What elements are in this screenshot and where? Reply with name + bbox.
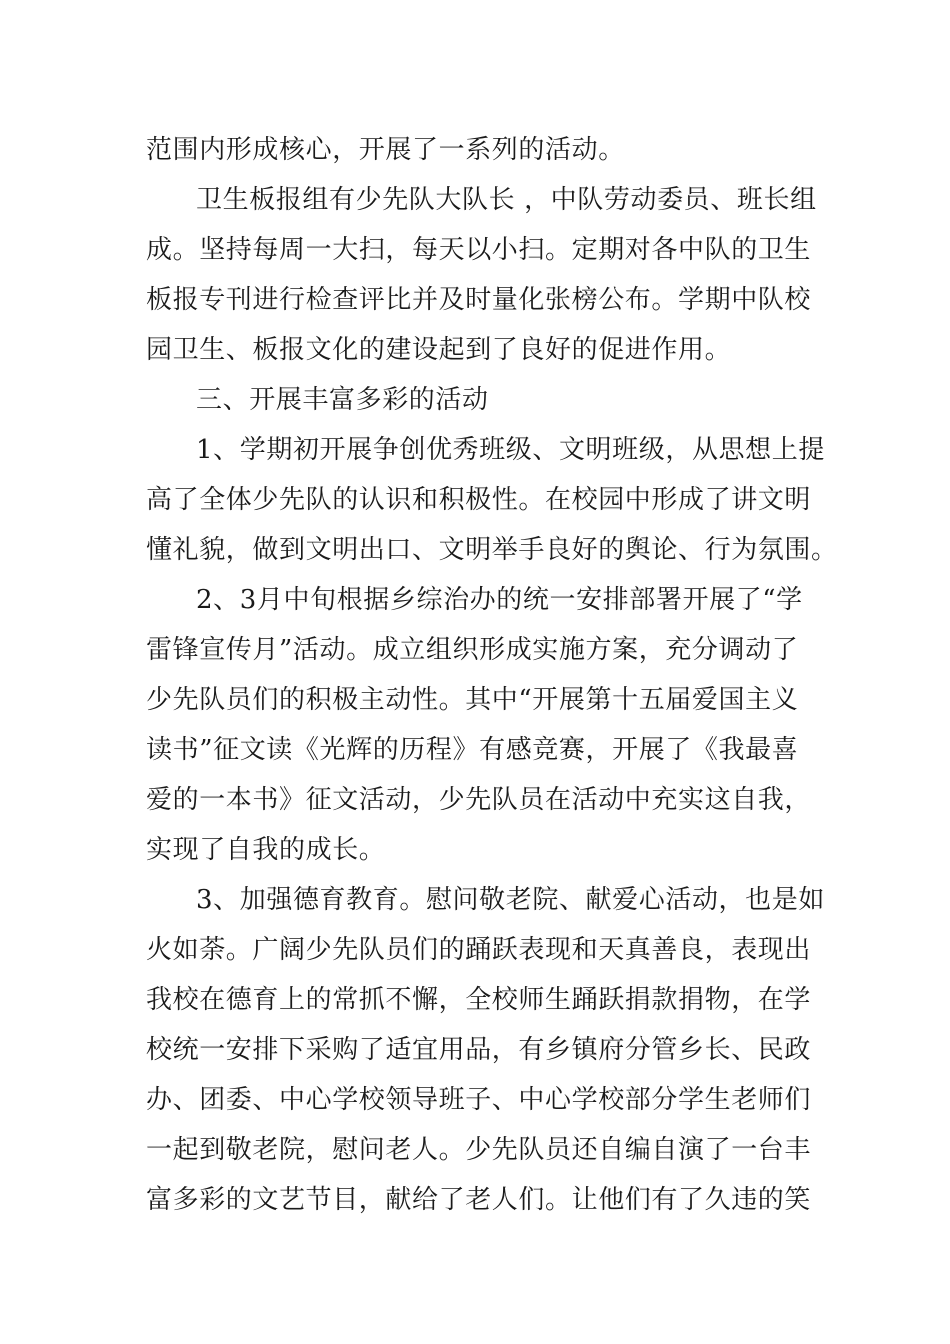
text-line-17: 火如荼。广阔少先队员们的踊跃表现和天真善良，表现出 (146, 935, 812, 965)
text-line-4: 板报专刊进行检查评比并及时量化张榜公布。学期中队校 (146, 285, 812, 315)
text-line-2: 卫生板报组有少先队大队长 ，中队劳动委员、班长组 (196, 185, 817, 215)
text-line-3: 成。坚持每周一大扫，每天以小扫。定期对各中队的卫生 (146, 235, 812, 265)
text-line-9: 懂礼貌，做到文明出口、文明举手良好的舆论、行为氛围。 (146, 535, 838, 565)
section-heading: 三、开展丰富多彩的活动 (196, 385, 489, 415)
text-line-8: 高了全体少先队的认识和积极性。在校园中形成了讲文明 (146, 485, 812, 515)
text-line-12: 少先队员们的积极主动性。其中“开展第十五届爱国主义 (146, 685, 799, 715)
text-line-5: 园卫生、板报文化的建设起到了良好的促进作用。 (146, 335, 732, 365)
text-line-10: 2、3月中旬根据乡综治办的统一安排部署开展了“学 (196, 585, 803, 615)
text-line-7: 1、学期初开展争创优秀班级、文明班级，从思想上提 (196, 435, 825, 465)
text-line-14: 爱的一本书》征文活动，少先队员在活动中充实这自我， (146, 785, 812, 815)
text-line-21: 一起到敬老院，慰问老人。少先队员还自编自演了一台丰 (146, 1135, 812, 1165)
text-line-11: 雷锋宣传月”活动。成立组织形成实施方案，充分调动了 (146, 635, 799, 665)
text-line-15: 实现了自我的成长。 (146, 835, 386, 865)
text-line-1: 范围内形成核心，开展了一系列的活动。 (146, 135, 625, 165)
text-line-16: 3、加强德育教育。慰问敬老院、献爱心活动，也是如 (196, 885, 825, 915)
text-line-13: 读书”征文读《光辉的历程》有感竞赛，开展了《我最喜 (146, 735, 799, 765)
text-line-22: 富多彩的文艺节目，献给了老人们。让他们有了久违的笑 (146, 1185, 812, 1215)
text-line-18: 我校在德育上的常抓不懈，全校师生踊跃捐款捐物，在学 (146, 985, 812, 1015)
text-line-19: 校统一安排下采购了适宜用品，有乡镇府分管乡长、民政 (146, 1035, 812, 1065)
text-line-20: 办、团委、中心学校领导班子、中心学校部分学生老师们 (146, 1085, 812, 1115)
